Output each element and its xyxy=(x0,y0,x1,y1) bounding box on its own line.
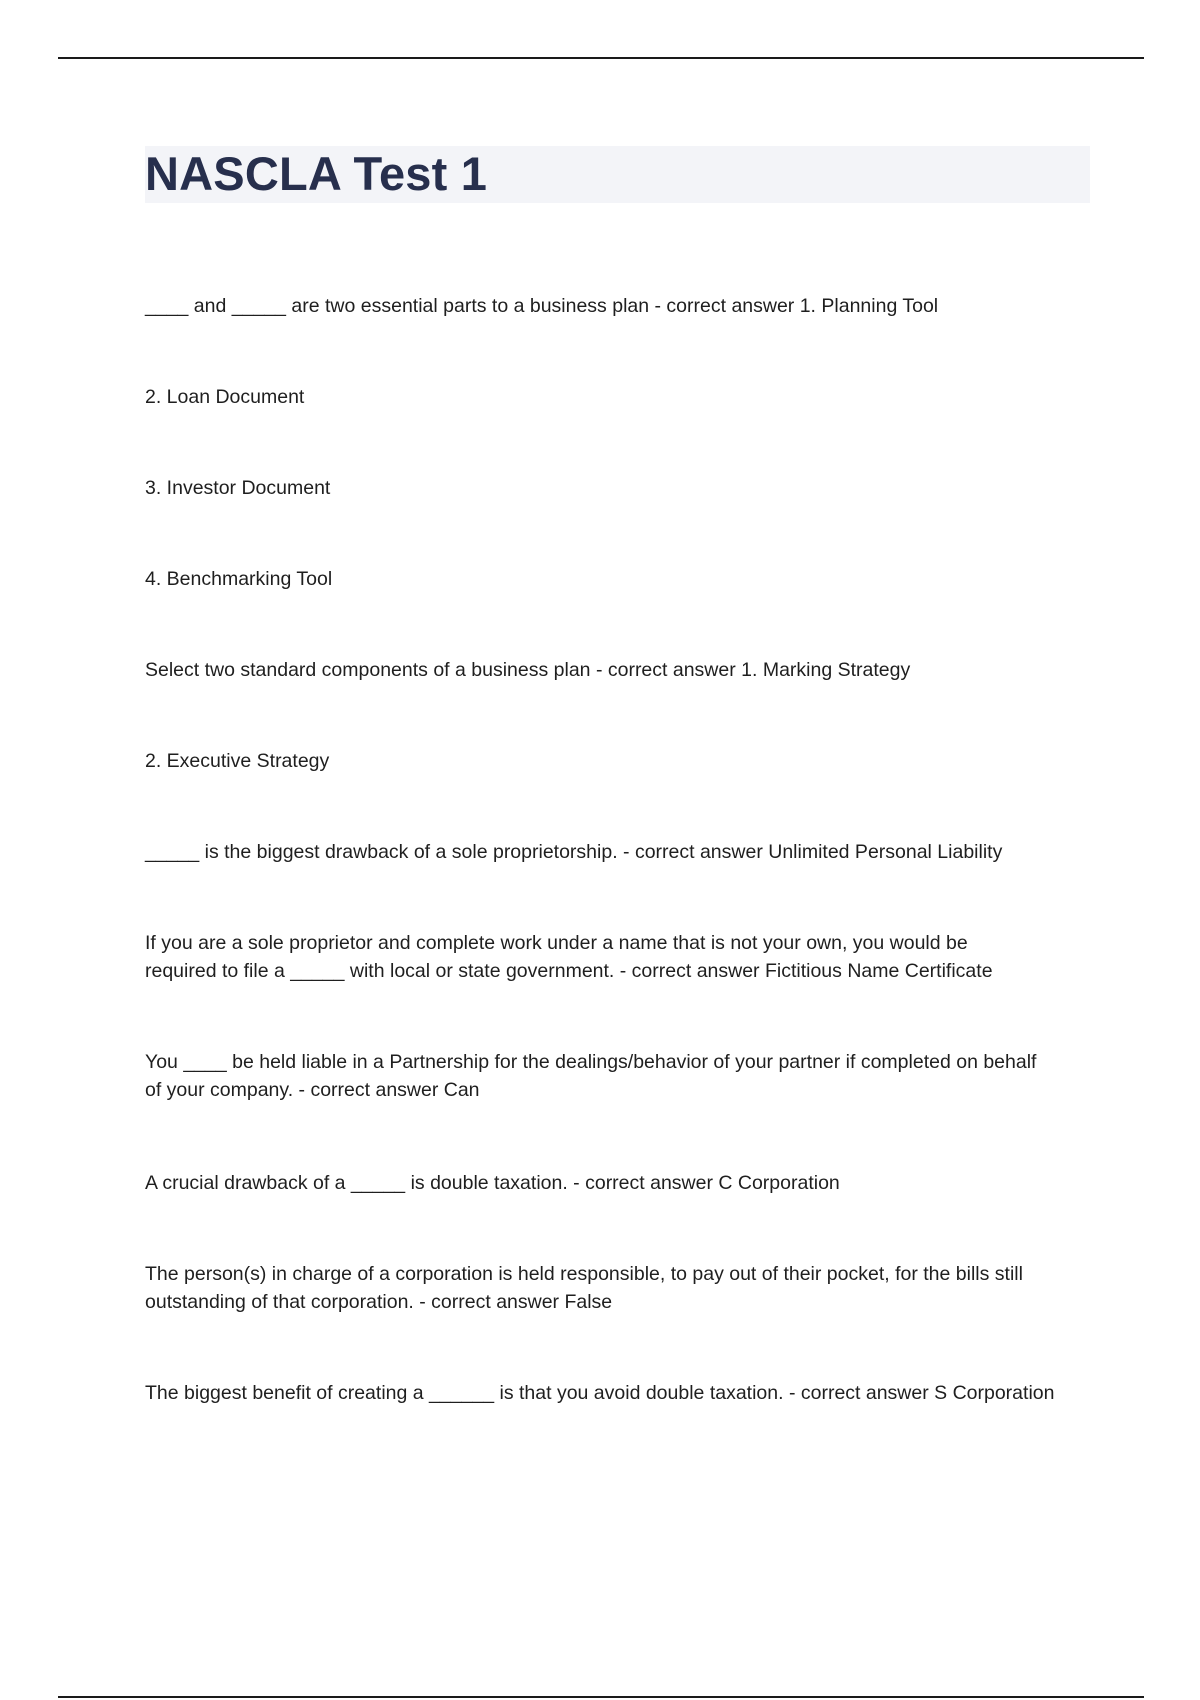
paragraph-line: If you are a sole proprietor and complete work under a name that is not your own, you would be xyxy=(145,932,968,954)
paragraph-line: required to file a _____ with local or state government. - correct answer Fictitious Name Certificate xyxy=(145,960,993,982)
paragraph-line: The person(s) in charge of a corporation is held responsible, to pay out of their pocket, for the bills still xyxy=(145,1263,1023,1285)
page-title: NASCLA Test 1 xyxy=(145,147,488,200)
question-business-plan-parts: ____ and _____ are two essential parts to a business plan - correct answer 1. Planning Tool xyxy=(145,295,939,317)
answer-line-loan-document: 2. Loan Document xyxy=(145,386,305,408)
answer-line-executive-strategy: 2. Executive Strategy xyxy=(145,750,330,772)
question-double-taxation: A crucial drawback of a _____ is double taxation. - correct answer C Corporation xyxy=(145,1172,840,1194)
answer-line-investor-document: 3. Investor Document xyxy=(145,477,331,499)
question-fictitious-name xyxy=(145,929,1095,985)
paragraph-line: outstanding of that corporation. - correct answer False xyxy=(145,1291,613,1313)
header-rule xyxy=(58,57,1144,59)
question-sole-proprietorship: _____ is the biggest drawback of a sole proprietorship. - correct answer Unlimited Personal Liability xyxy=(145,841,1003,863)
question-corporation-bills xyxy=(145,1260,1095,1316)
question-s-corporation: The biggest benefit of creating a ______ is that you avoid double taxation. - correct answer S Corporation xyxy=(145,1382,1055,1404)
paragraph-line: of your company. - correct answer Can xyxy=(145,1079,480,1101)
question-partnership-liability xyxy=(145,1048,1095,1104)
footer-rule xyxy=(58,1696,1144,1698)
question-standard-components: Select two standard components of a business plan - correct answer 1. Marking Strategy xyxy=(145,659,911,681)
answer-line-benchmarking-tool: 4. Benchmarking Tool xyxy=(145,568,333,590)
paragraph-line: You ____ be held liable in a Partnership for the dealings/behavior of your partner if completed on behalf xyxy=(145,1051,1037,1073)
